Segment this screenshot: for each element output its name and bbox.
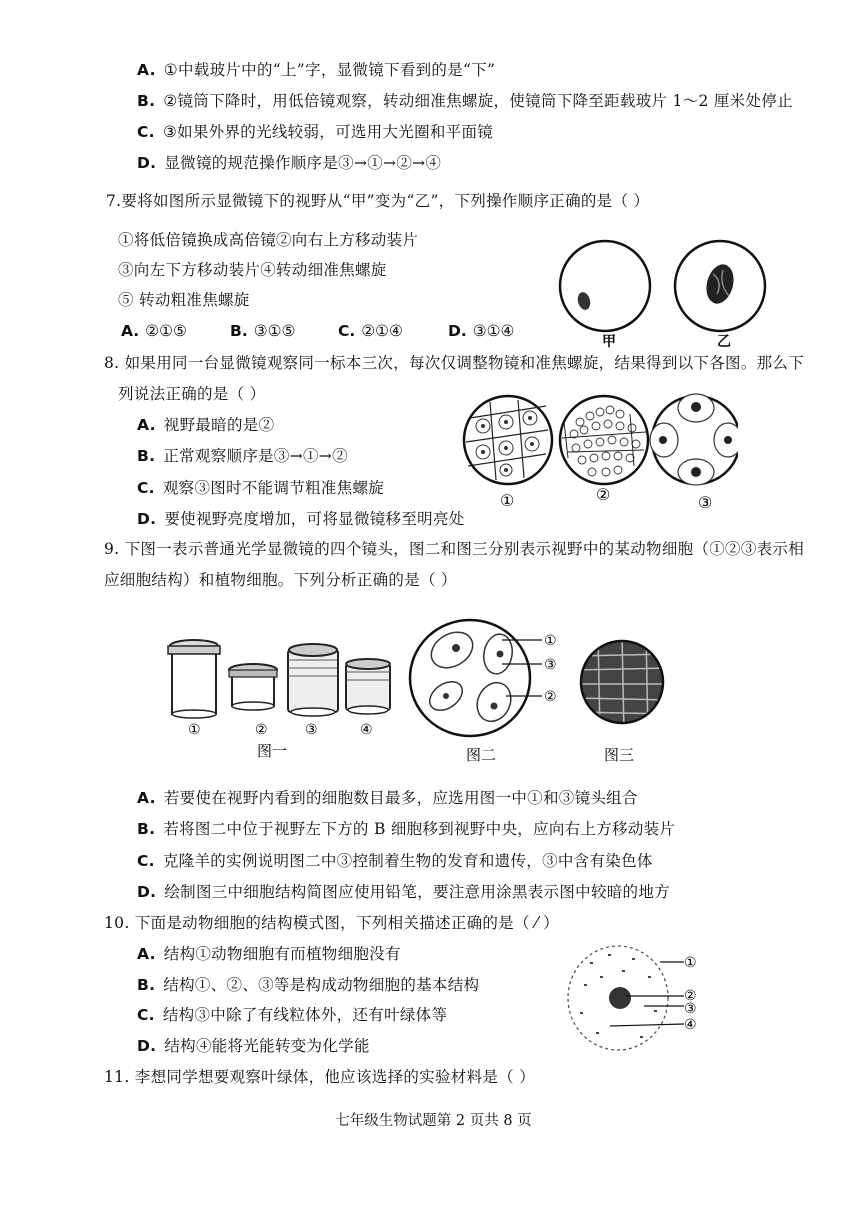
option-text: ③如果外界的光线较弱，可选用大光圈和平面镜 <box>162 123 494 141</box>
field-3 <box>650 394 738 485</box>
q10-option-d <box>137 1036 370 1056</box>
page-footer: 七年级生物试题第 2 页共 8 页 <box>335 1113 532 1129</box>
q7-option-a <box>121 322 187 340</box>
option-text: ③①④ <box>472 322 515 340</box>
q7-option-c <box>338 322 403 340</box>
option-letter: D. <box>137 883 157 901</box>
option-letter: A. <box>121 322 140 340</box>
lens-label-3: ③ <box>305 722 318 738</box>
q10-option-c <box>137 1005 447 1025</box>
option-text: 结构①、②、③等是构成动物细胞的基本结构 <box>163 976 480 994</box>
q9-stem-cont: 应细胞结构）和植物细胞。下列分析正确的是（ ） <box>104 571 457 589</box>
option-text: 若要使在视野内看到的细胞数目最多，应选用图一中①和③镜头组合 <box>163 789 638 807</box>
lens-4 <box>346 659 390 714</box>
q11-stem: 11. 李想同学想要观察叶绿体，他应该选择的实验材料是（ ） <box>104 1068 536 1086</box>
option-text: 绘制图三中细胞结构简图应使用铅笔，要注意用涂黑表示图中较暗的地方 <box>164 883 670 901</box>
fig-label-2: ② <box>684 988 697 1004</box>
lens-label-4: ④ <box>360 722 373 738</box>
fig-label-1: ① <box>684 955 697 971</box>
option-text: ②①④ <box>361 322 403 340</box>
option-letter: C. <box>338 322 356 340</box>
q7-microscope-fields-figure <box>555 234 775 354</box>
q7-option-d <box>448 322 514 340</box>
option-letter: B. <box>137 447 156 465</box>
q8-option-b <box>137 446 348 466</box>
option-text: 结构④能将光能转变为化学能 <box>164 1037 370 1055</box>
q10-option-b <box>137 975 479 995</box>
option-letter: B. <box>137 820 156 838</box>
fig-label-3: ③ <box>698 493 713 512</box>
lens-label-2: ② <box>255 722 268 738</box>
field-2 <box>560 396 648 484</box>
option-letter: C. <box>137 123 155 141</box>
q9-lenses-figure <box>160 630 400 765</box>
option-letter: B. <box>137 92 156 110</box>
option-text: 视野最暗的是② <box>163 416 275 434</box>
q9-animal-cells-figure <box>402 610 582 768</box>
option-letter: D. <box>137 1037 157 1055</box>
fig2-label-1: ① <box>544 633 557 649</box>
q7-step-line: ⑤ 转动粗准焦螺旋 <box>118 291 250 309</box>
lens-2 <box>229 664 277 710</box>
lens-3 <box>288 644 338 716</box>
q9-plant-cells-figure <box>578 634 668 768</box>
q6-option-a <box>137 60 495 80</box>
q8-stem: 8. 如果用同一台显微镜观察同一标本三次，每次仅调整物镜和准焦螺旋，结果得到以下各图。那么下 <box>104 354 805 372</box>
option-letter: A. <box>137 416 156 434</box>
option-letter: C. <box>137 479 155 497</box>
fig2-caption: 图二 <box>466 746 497 764</box>
option-text: 显微镜的规范操作顺序是③→①→②→④ <box>164 154 442 172</box>
option-text: 克隆羊的实例说明图二中③控制着生物的发育和遗传，③中含有染色体 <box>162 852 653 870</box>
option-letter: D. <box>137 154 157 172</box>
q9-stem: 9. 下图一表示普通光学显微镜的四个镜头，图二和图三分别表示视野中的某动物细胞（①②③表示相 <box>104 540 805 558</box>
field-1 <box>464 396 552 484</box>
option-letter: A. <box>137 945 156 963</box>
fig-label-2: ② <box>596 485 611 504</box>
field-yi <box>675 241 765 331</box>
fig3-caption: 图三 <box>604 746 635 764</box>
option-letter: A. <box>137 789 156 807</box>
q10-option-a <box>137 944 401 964</box>
q6-option-d <box>137 153 441 173</box>
option-letter: B. <box>137 976 156 994</box>
field-jia <box>560 241 650 331</box>
q10-stem: 10. 下面是动物细胞的结构模式图，下列相关描述正确的是（ ⁄ ） <box>104 914 559 932</box>
q7-option-b <box>230 322 295 340</box>
option-text: 要使视野亮度增加，可将显微镜移至明亮处 <box>164 510 465 528</box>
lens-1 <box>168 640 220 718</box>
option-letter: A. <box>137 61 156 79</box>
fig2-label-2: ② <box>544 689 557 705</box>
option-text: 观察③图时不能调节粗准焦螺旋 <box>162 479 385 497</box>
option-text: 结构③中除了有线粒体外，还有叶绿体等 <box>162 1006 448 1024</box>
fig1-caption: 图一 <box>257 742 288 760</box>
lens-label-1: ① <box>188 722 201 738</box>
fig-label-3: ③ <box>684 1001 697 1017</box>
q8-option-d <box>137 509 465 529</box>
fig-label-4: ④ <box>684 1017 697 1033</box>
q9-option-c <box>137 851 653 871</box>
option-text: ②①⑤ <box>145 322 187 340</box>
option-text: ①中载玻片中的“上”字，显微镜下看到的是“下” <box>163 61 496 79</box>
fig-label-yi: 乙 <box>717 334 731 350</box>
fig-label-1: ① <box>500 491 515 510</box>
q7-step-line: ③向左下方移动装片④转动细准焦螺旋 <box>118 261 387 279</box>
q9-option-b <box>137 819 675 839</box>
q6-option-c <box>137 122 493 142</box>
q8-three-fields-figure <box>458 392 738 517</box>
option-text: ③①⑤ <box>253 322 296 340</box>
option-letter: D. <box>448 322 467 340</box>
q10-animal-cell-figure <box>560 940 710 1060</box>
q9-option-d <box>137 882 670 902</box>
fig-label-jia: 甲 <box>602 334 616 350</box>
option-letter: B. <box>230 322 248 340</box>
q7-step-line: ①将低倍镜换成高倍镜②向右上方移动装片 <box>118 231 419 249</box>
q6-option-b <box>137 91 793 111</box>
option-text: 若将图二中位于视野左下方的 B 细胞移到视野中央，应向右上方移动装片 <box>163 820 676 838</box>
q8-stem-cont: 列说法正确的是（ ） <box>118 385 266 403</box>
option-letter: C. <box>137 1006 155 1024</box>
option-text: 结构①动物细胞有而植物细胞没有 <box>163 945 401 963</box>
option-text: 正常观察顺序是③→①→② <box>163 447 348 465</box>
q8-option-c <box>137 478 384 498</box>
q9-option-a <box>137 788 638 808</box>
option-letter: D. <box>137 510 157 528</box>
q8-option-a <box>137 415 274 435</box>
q7-stem: 7.要将如图所示显微镜下的视野从“甲”变为“乙”，下列操作顺序正确的是（ ） <box>106 192 650 210</box>
option-letter: C. <box>137 852 155 870</box>
fig2-label-3: ③ <box>544 657 557 673</box>
option-text: ②镜筒下降时，用低倍镜观察，转动细准焦螺旋，使镜筒下降至距载玻片 1～2 厘米处停止 <box>163 92 793 110</box>
